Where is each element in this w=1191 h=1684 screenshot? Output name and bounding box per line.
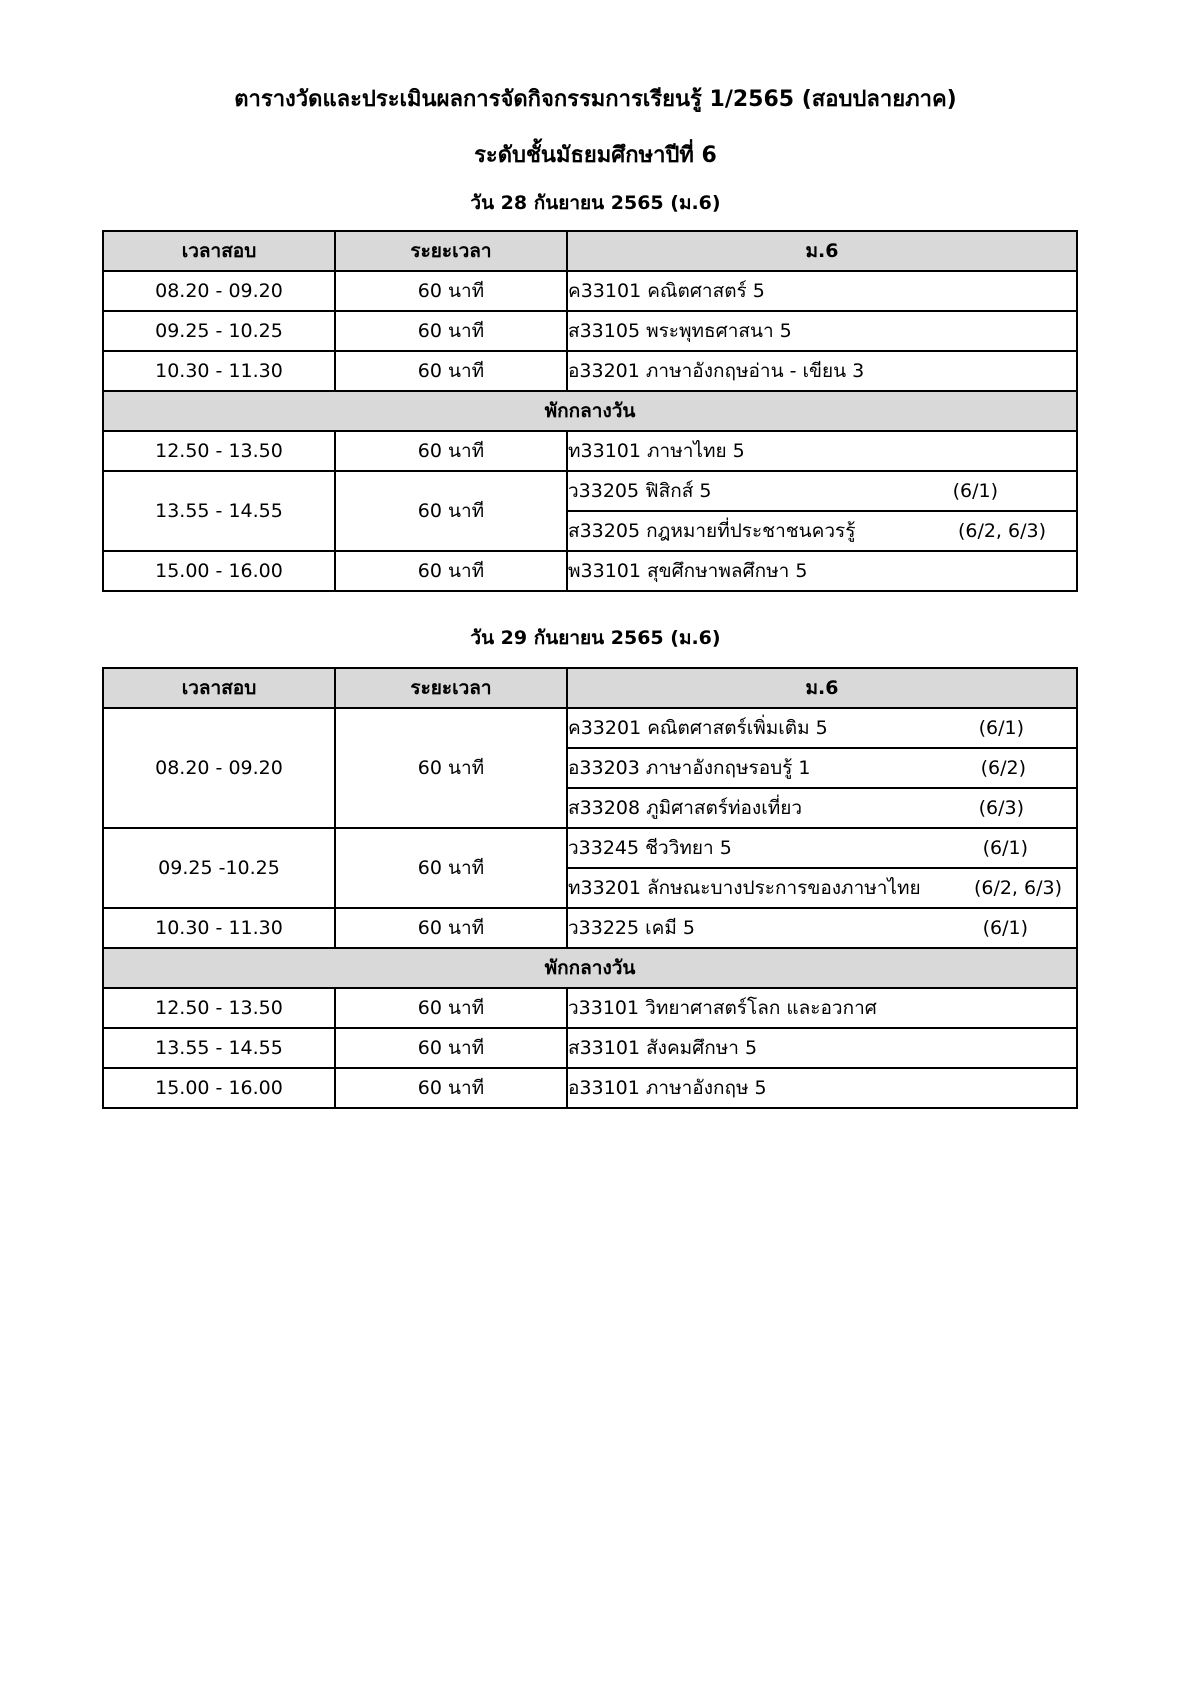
exam-subject <box>567 311 1077 351</box>
exam-subject <box>567 908 1077 948</box>
exam-time: 13.55 - 14.55 <box>103 1028 335 1068</box>
column-header-time: เวลาสอบ <box>103 668 335 708</box>
exam-subject <box>567 708 1077 748</box>
exam-time: 12.50 - 13.50 <box>103 431 335 471</box>
table-row <box>103 431 1077 471</box>
column-header-duration: ระยะเวลา <box>335 231 567 271</box>
subject-name: ว33205 ฟิสิกส์ 5 <box>568 480 712 502</box>
table-row <box>103 311 1077 351</box>
subject-class: (6/1) <box>982 917 1028 939</box>
exam-time: 08.20 - 09.20 <box>103 708 335 828</box>
subject-name: ว33225 เคมี 5 <box>568 917 696 939</box>
table-row <box>103 551 1077 591</box>
exam-duration: 60 นาที <box>335 988 567 1028</box>
subject-name: ท33201 ลักษณะบางประการของภาษาไทย <box>568 877 921 899</box>
exam-subject <box>567 868 1077 908</box>
table-row <box>103 271 1077 311</box>
exam-time: 08.20 - 09.20 <box>103 271 335 311</box>
exam-time: 15.00 - 16.00 <box>103 551 335 591</box>
exam-duration: 60 นาที <box>335 828 567 908</box>
subject-name: ส33101 สังคมศึกษา 5 <box>568 1037 758 1059</box>
exam-time: 15.00 - 16.00 <box>103 1068 335 1108</box>
subject-name: อ33203 ภาษาอังกฤษรอบรู้ 1 <box>568 757 811 779</box>
table-row <box>103 828 1077 868</box>
table-row <box>103 708 1077 748</box>
exam-subject <box>567 551 1077 591</box>
subject-name: ส33105 พระพุทธศาสนา 5 <box>568 320 792 342</box>
lunch-break-label: พักกลางวัน <box>103 948 1077 988</box>
lunch-break-row <box>103 948 1077 988</box>
subject-class: (6/2, 6/3) <box>973 877 1062 899</box>
exam-duration: 60 นาที <box>335 311 567 351</box>
exam-schedule-table <box>102 230 1078 592</box>
day-heading: วัน 28 กันยายน 2565 (ม.6) <box>470 192 721 214</box>
subject-class: (6/1) <box>982 837 1028 859</box>
exam-subject <box>567 351 1077 391</box>
exam-duration: 60 นาที <box>335 471 567 551</box>
day-heading: วัน 29 กันยายน 2565 (ม.6) <box>470 627 721 649</box>
exam-subject <box>567 988 1077 1028</box>
subject-name: ส33208 ภูมิศาสตร์ท่องเที่ยว <box>568 797 803 819</box>
subject-name: อ33201 ภาษาอังกฤษอ่าน - เขียน 3 <box>568 360 865 382</box>
exam-subject <box>567 748 1077 788</box>
subject-class: (6/2) <box>980 757 1026 779</box>
exam-subject <box>567 1068 1077 1108</box>
column-header-grade: ม.6 <box>567 231 1077 271</box>
subject-name: ท33101 ภาษาไทย 5 <box>568 440 745 462</box>
lunch-break-row <box>103 391 1077 431</box>
exam-duration: 60 นาที <box>335 1028 567 1068</box>
exam-subject <box>567 828 1077 868</box>
exam-subject <box>567 431 1077 471</box>
subject-name: พ33101 สุขศึกษาพลศึกษา 5 <box>568 560 808 582</box>
document-title: ตารางวัดและประเมินผลการจัดกิจกรรมการเรียนรู้ 1/2565 (สอบปลายภาค) <box>234 87 957 112</box>
table-row <box>103 471 1077 511</box>
exam-duration: 60 นาที <box>335 351 567 391</box>
exam-duration: 60 นาที <box>335 431 567 471</box>
exam-schedule-table <box>102 667 1078 1109</box>
exam-subject <box>567 271 1077 311</box>
table-header-row <box>103 231 1077 271</box>
subject-class: (6/1) <box>978 717 1024 739</box>
exam-subject <box>567 1028 1077 1068</box>
table-header-row <box>103 668 1077 708</box>
exam-time: 09.25 -10.25 <box>103 828 335 908</box>
table-row <box>103 1068 1077 1108</box>
subject-name: ส33205 กฎหมายที่ประชาชนควรรู้ <box>568 520 856 542</box>
column-header-time: เวลาสอบ <box>103 231 335 271</box>
exam-subject <box>567 788 1077 828</box>
exam-subject <box>567 471 1077 511</box>
exam-duration: 60 นาที <box>335 271 567 311</box>
table-row <box>103 1028 1077 1068</box>
subject-class: (6/2, 6/3) <box>957 520 1046 542</box>
exam-subject <box>567 511 1077 551</box>
exam-time: 10.30 - 11.30 <box>103 351 335 391</box>
subject-name: ค33201 คณิตศาสตร์เพิ่มเติม 5 <box>568 717 828 739</box>
exam-time: 13.55 - 14.55 <box>103 471 335 551</box>
exam-duration: 60 นาที <box>335 708 567 828</box>
table-row <box>103 988 1077 1028</box>
column-header-duration: ระยะเวลา <box>335 668 567 708</box>
subject-name: อ33101 ภาษาอังกฤษ 5 <box>568 1077 767 1099</box>
exam-time: 10.30 - 11.30 <box>103 908 335 948</box>
exam-duration: 60 นาที <box>335 551 567 591</box>
exam-duration: 60 นาที <box>335 908 567 948</box>
lunch-break-label: พักกลางวัน <box>103 391 1077 431</box>
subject-class: (6/1) <box>952 480 998 502</box>
subject-name: ว33245 ชีววิทยา 5 <box>568 837 732 859</box>
exam-time: 09.25 - 10.25 <box>103 311 335 351</box>
subject-name: ว33101 วิทยาศาสตร์โลก และอวกาศ <box>568 997 877 1019</box>
subject-name: ค33101 คณิตศาสตร์ 5 <box>568 280 765 302</box>
exam-time: 12.50 - 13.50 <box>103 988 335 1028</box>
exam-duration: 60 นาที <box>335 1068 567 1108</box>
subject-class: (6/3) <box>978 797 1024 819</box>
column-header-grade: ม.6 <box>567 668 1077 708</box>
table-row <box>103 908 1077 948</box>
table-row <box>103 351 1077 391</box>
document-subtitle: ระดับชั้นมัธยมศึกษาปีที่ 6 <box>474 143 717 168</box>
